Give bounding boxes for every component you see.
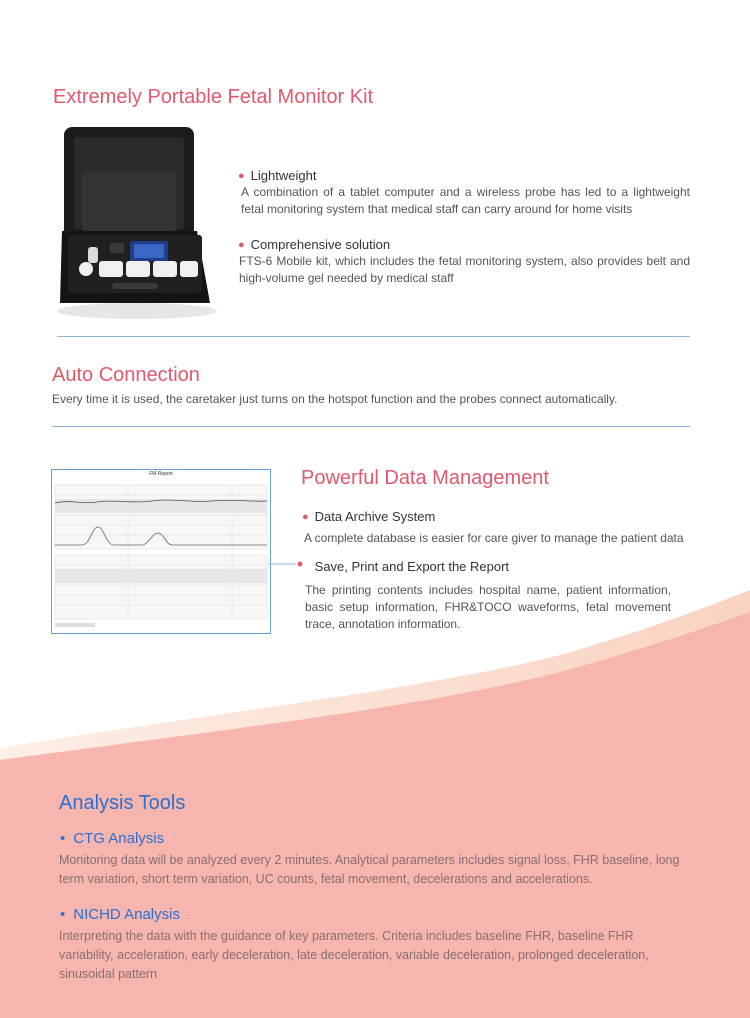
bullet-comprehensive-title: Comprehensive solution xyxy=(250,237,391,252)
bullet-save-print xyxy=(302,559,509,574)
analysis-ctg-text: Monitoring data will be analyzed every 2 minutes. Analytical parameters includes signal loss, FHR baseline, long term variation, short term variation, UC counts, fetal movement, decelerations and accelerations. xyxy=(59,853,680,886)
bullet-lightweight-text: A combination of a tablet computer and a wireless probe has led to a lightweight fetal monitoring system that medical staff can carry around for home visits xyxy=(241,185,690,216)
portable-kit-case xyxy=(52,123,222,323)
bullet-comprehensive: ● Comprehensive solution xyxy=(238,237,391,252)
bullet-lightweight: ● Lightweight xyxy=(238,168,317,183)
section-title-data-management: Powerful Data Management xyxy=(301,467,549,489)
bullet-save-print-text: The printing contents includes hospital name, patient information, basic setup information, FHR&TOCO waveforms, fetal movement trace, annotation information. xyxy=(305,583,671,631)
analysis-nichd-title: NICHD Analysis xyxy=(73,906,180,923)
fm-report-chart xyxy=(52,477,270,633)
bullet-data-archive-text: A complete database is easier for care giver to manage the patient data xyxy=(304,531,684,545)
fm-report-title: FM Report xyxy=(149,471,173,477)
bullet-data-archive: ● Data Archive System xyxy=(302,509,436,524)
bullet-comprehensive-text: FTS-6 Mobile kit, which includes the fetal monitoring system, also provides belt and high-volume gel needed by medical staff xyxy=(239,254,690,285)
bullet-save-print-title: Save, Print and Export the Report xyxy=(314,559,510,574)
bullet-lightweight-title: Lightweight xyxy=(250,168,317,183)
analysis-ctg: • CTG Analysis xyxy=(60,830,165,847)
section-title-analysis-tools: Analysis Tools xyxy=(59,792,186,814)
analysis-nichd-text: Interpreting the data with the guidance of key parameters. Criteria includes baseline FHR, baseline FHR variability, acceleration, early deceleration, late deceleration, variable deceleration, prolonged deceleration, sinusoidal pattern xyxy=(59,929,649,981)
section-title-portable-kit: Extremely Portable Fetal Monitor Kit xyxy=(53,86,374,108)
analysis-ctg-title: CTG Analysis xyxy=(73,830,165,847)
section-title-auto-connection: Auto Connection xyxy=(52,364,200,386)
bullet-data-archive-title: Data Archive System xyxy=(314,509,436,524)
divider-2 xyxy=(52,426,690,427)
auto-connection-text: Every time it is used, the caretaker just turns on the hotspot function and the probes connect automatically. xyxy=(52,392,618,406)
fm-report-image xyxy=(51,469,271,634)
connector-line xyxy=(268,560,304,568)
divider-1 xyxy=(57,336,690,337)
analysis-nichd: • NICHD Analysis xyxy=(60,906,180,923)
